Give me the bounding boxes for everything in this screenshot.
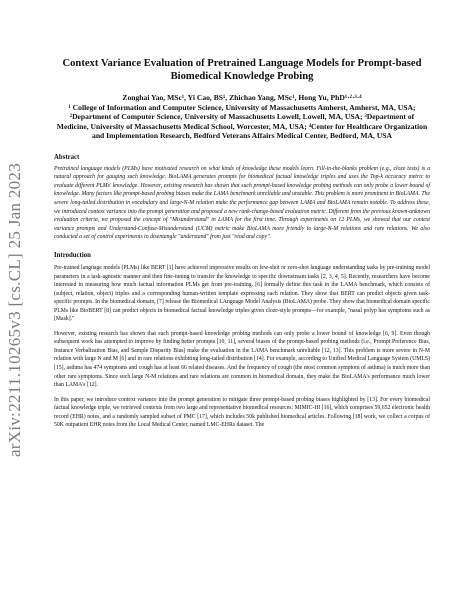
intro-paragraph-3: In this paper, we introduce context variance into the prompt generation to mitigate three prompt-based probing biases highlighted by [13]. For every biomedical factual knowledge triple, we retrieved contexts from two large and representative biomedical resources: MIMIC-III [16], which comprises 59,652 electronic health record (EHR) notes, and a randomly sampled subset of PMC [17], which includes 50k published biomedical articles. Following [18] work, we collect a corpus of 50K outpatient EHR notes from the Local Medical Center, named LMC-EHRs dataset. The	[54, 396, 430, 429]
author-list: Zonghai Yao, MSc¹, Yi Cao, BS¹, Zhichao Yang, MSc¹, Hong Yu, PhD¹·²·³·⁴	[122, 93, 362, 102]
abstract-text: Pretrained language models (PLMs) have motivated research on what kinds of knowledge these models learn. Fill-in-the-blanks problem (e.g., cloze tests) is a natural approach for gauging such knowledge. BioLAMA generates prompts for biomedical factual knowledge triples and uses the Top-k accuracy metric to evaluate different PLMs' knowledge. However, existing research has shown that such prompt-based knowledge probing methods can only probe a lower bound of knowledge. Many factors like prompt-based probing biases make the LAMA benchmark unreliable and unstable. This problem is more prominent in BioLAMA. The severe long-tailed distribution in vocabulary and large-N-M relation make the performance gap between LAMA and BioLAMA remain notable. To address these, we introduced context variance into the prompt generation and proposed a new rank-change-based evaluation metric. Different from the previous known-unknown evaluation criteria, we proposed the concept of "Misunderstand" in LAMA for the first time. Through experiments on 12 PLMs, we showed that our context variance prompts and Understand-Confuse-Misunderstand (UCM) metric make BioLAMA more friendly to large-N-M relations and rare relations. We also conducted a set of control experiments to disentangle "understand" from just "read and copy".	[54, 165, 430, 241]
abstract-heading: Abstract	[54, 153, 80, 161]
paper-title: Context Variance Evaluation of Pretrained Language Models for Prompt-based Biomedical Knowledge Probing	[62, 58, 422, 82]
introduction-heading: Introduction	[54, 251, 91, 259]
affiliations: ¹ College of Information and Computer Science, University of Massachusetts Amherst, Amherst, MA, USA; ²Department of Computer Science, University of Massachusetts Lowell, Lowell, MA, USA; ³Department of Medicine, University of Massachusetts Medical School, Worcester, MA, USA; ⁴Center for Healthcare Organization and Implementation Research, Bedford Veterans Affairs Medical Center, Bedford, MA, USA	[56, 103, 428, 141]
intro-paragraph-1: Pre-trained language models (PLMs) like BERT [1] have achieved impressive results on few-shot or zero-shot language understanding tasks by pre-training model parameters in a task-agnostic manner and then fine-tuning to transfer the knowledge to specific downstream tasks [2, 3, 4, 5]. Recently, researchers have become interested in measuring how much factual information PLMs get from pre-training. [6] formally define this task in the LAMA benchmark, which consists of (subject, relation, object) triples and a corresponding human-written template expressing each relation. They show that BERT can predict objects given task-specific prompts. In the biomedical domain, [7] release the Biomedical LAnguage Model Analysis (BioLAMA) probe. They show that biomedical domain specific PLMs like BioBERT [8] can predict objects in biomedical factual knowledge triples given cloze-style prompts—for example, "nasal polyp has symptoms such as [Mask]."	[54, 264, 430, 323]
arxiv-stamp-text: arXiv:2211.10265v3 [cs.CL] 25 Jan 2023	[5, 162, 25, 458]
intro-paragraph-2: However, existing research has shown that such prompt-based knowledge probing methods can only probe a lower bound of knowledge [6, 9]. Even though subsequent work has attempted to improve by finding better prompts [10, 11], several biases of the prompt-based probing methods (i.e., Prompt Preference Bias, Instance Verbalization Bias, and Sample Disparity Bias) make the evaluation in the LAMA benchmark unreliable [12, 13]. This problem is more severe in N-M relation with large N and M [6] and in rare relations exhibiting long-tailed distribution [14]. For example, according to Unified Medical Language System (UMLS) [15], asthma has 474 symptoms and cough has at least 66 related diseases. And the frequency of cough (the most common symptom of asthma) is much more than other rare symptoms. Since such large N-M relations and rare relations are common in biomedical domain, they make the BioLAMA's performance much lower than LAMA's [12].	[54, 330, 430, 389]
arxiv-stamp	[2, 140, 28, 480]
paper-page	[54, 58, 430, 436]
